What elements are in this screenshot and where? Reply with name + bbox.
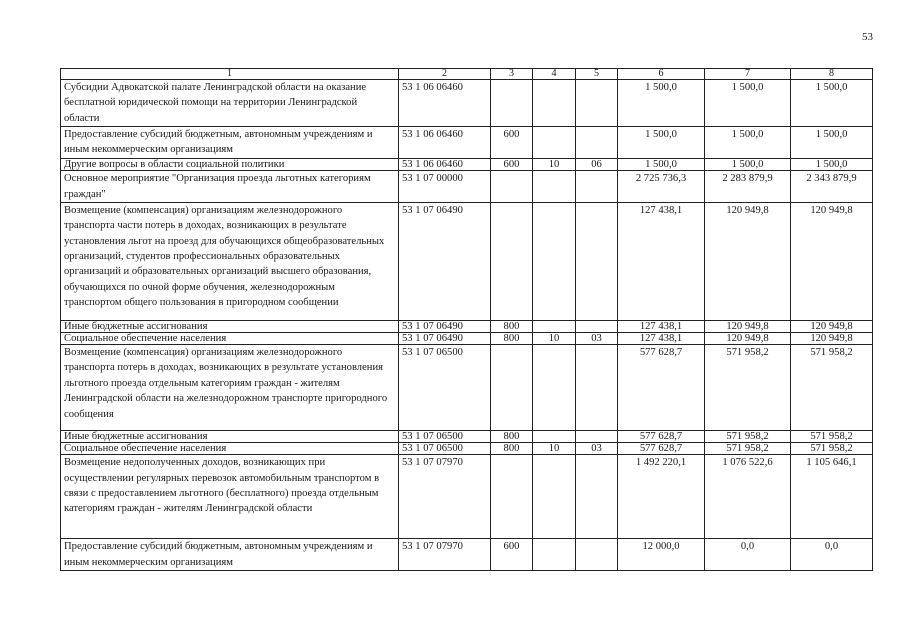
row-code: 53 1 06 06460	[399, 159, 491, 171]
row-value-8: 120 949,8	[791, 202, 873, 320]
table-row	[61, 539, 873, 571]
row-code: 53 1 07 06490	[399, 333, 491, 345]
row-value-6: 127 438,1	[618, 202, 705, 320]
row-value-6: 127 438,1	[618, 333, 705, 345]
row-value-7: 2 283 879,9	[705, 171, 791, 203]
row-value-8: 571 958,2	[791, 345, 873, 431]
table-row	[61, 80, 873, 127]
row-col4	[533, 202, 576, 320]
row-col3: 600	[491, 127, 533, 159]
row-name: Предоставление субсидий бюджетным, автономным учреждениям и иным некоммерческим организациям	[61, 127, 399, 159]
row-value-8: 120 949,8	[791, 320, 873, 332]
table-row	[61, 202, 873, 320]
row-col5	[576, 345, 618, 431]
row-code: 53 1 06 06460	[399, 80, 491, 127]
row-col5: 03	[576, 333, 618, 345]
row-value-7: 1 076 522,6	[705, 455, 791, 539]
row-col3: 800	[491, 431, 533, 443]
row-value-6: 1 500,0	[618, 159, 705, 171]
row-col3	[491, 455, 533, 539]
row-value-6: 12 000,0	[618, 539, 705, 571]
row-value-7: 1 500,0	[705, 127, 791, 159]
budget-table	[60, 68, 873, 571]
table-body	[61, 69, 873, 571]
row-value-8: 2 343 879,9	[791, 171, 873, 203]
row-col5	[576, 539, 618, 571]
row-col4	[533, 320, 576, 332]
row-col4: 10	[533, 443, 576, 455]
row-col3: 800	[491, 333, 533, 345]
row-value-6: 577 628,7	[618, 345, 705, 431]
table-row	[61, 127, 873, 159]
row-value-6: 577 628,7	[618, 443, 705, 455]
row-code: 53 1 07 06490	[399, 320, 491, 332]
row-value-8: 571 958,2	[791, 431, 873, 443]
row-name: Иные бюджетные ассигнования	[61, 320, 399, 332]
row-col3	[491, 345, 533, 431]
row-code: 53 1 07 06500	[399, 431, 491, 443]
row-col5	[576, 80, 618, 127]
row-col4	[533, 80, 576, 127]
row-name: Возмещение (компенсация) организациям железнодорожного транспорта потерь в доходах, возникающих в результате установления льготного проезда отдельным категориям граждан - жителям Ленинградской области на железнодорожном транспорте пригородного сообщения	[61, 345, 399, 431]
row-col5	[576, 171, 618, 203]
row-value-8: 120 949,8	[791, 333, 873, 345]
row-col5: 03	[576, 443, 618, 455]
row-col5	[576, 127, 618, 159]
row-name: Другие вопросы в области социальной политики	[61, 159, 399, 171]
row-name: Предоставление субсидий бюджетным, автономным учреждениям и иным некоммерческим организациям	[61, 539, 399, 571]
header-cell: 6	[618, 69, 705, 80]
table-row	[61, 431, 873, 443]
row-value-6: 1 492 220,1	[618, 455, 705, 539]
row-name: Социальное обеспечение населения	[61, 333, 399, 345]
row-value-8: 1 500,0	[791, 127, 873, 159]
row-name: Иные бюджетные ассигнования	[61, 431, 399, 443]
row-col3	[491, 171, 533, 203]
row-col5	[576, 202, 618, 320]
row-col5: 06	[576, 159, 618, 171]
row-col4	[533, 171, 576, 203]
row-value-6: 2 725 736,3	[618, 171, 705, 203]
table-row	[61, 333, 873, 345]
table-row	[61, 159, 873, 171]
row-value-6: 1 500,0	[618, 80, 705, 127]
row-col4: 10	[533, 333, 576, 345]
row-col3: 800	[491, 443, 533, 455]
row-value-7: 571 958,2	[705, 431, 791, 443]
row-name: Социальное обеспечение населения	[61, 443, 399, 455]
table-row	[61, 345, 873, 431]
row-code: 53 1 07 06500	[399, 443, 491, 455]
row-value-7: 120 949,8	[705, 320, 791, 332]
table-row	[61, 443, 873, 455]
row-col4: 10	[533, 159, 576, 171]
page-number: 53	[862, 31, 873, 43]
row-value-8: 571 958,2	[791, 443, 873, 455]
row-col3: 600	[491, 159, 533, 171]
row-col4	[533, 455, 576, 539]
row-name: Субсидии Адвокатской палате Ленинградской области на оказание бесплатной юридической помощи на территории Ленинградской области	[61, 80, 399, 127]
row-col4	[533, 539, 576, 571]
row-code: 53 1 07 00000	[399, 171, 491, 203]
row-name: Возмещение (компенсация) организациям железнодорожного транспорта части потерь в доходах, возникающих в результате установления льгот на проезд для обучающихся общеобразовательных организаций, студентов профессиональных образовательных организаций и образовательных организаций высшего образования, обучающихся по очной форме обучения, железнодорожным транспортом общего пользования в пригородном сообщении	[61, 202, 399, 320]
row-col4	[533, 431, 576, 443]
header-row	[61, 69, 873, 80]
table-row	[61, 320, 873, 332]
row-code: 53 1 07 06490	[399, 202, 491, 320]
header-cell: 3	[491, 69, 533, 80]
row-value-7: 1 500,0	[705, 159, 791, 171]
row-col5	[576, 455, 618, 539]
row-col3	[491, 80, 533, 127]
row-code: 53 1 07 06500	[399, 345, 491, 431]
header-cell: 1	[61, 69, 399, 80]
row-value-8: 1 500,0	[791, 80, 873, 127]
row-value-6: 1 500,0	[618, 127, 705, 159]
row-col3	[491, 202, 533, 320]
row-code: 53 1 07 07970	[399, 455, 491, 539]
row-col5	[576, 431, 618, 443]
row-value-7: 120 949,8	[705, 202, 791, 320]
row-col3: 600	[491, 539, 533, 571]
row-value-7: 571 958,2	[705, 443, 791, 455]
table-row	[61, 455, 873, 539]
row-value-7: 120 949,8	[705, 333, 791, 345]
header-cell: 7	[705, 69, 791, 80]
row-value-8: 1 105 646,1	[791, 455, 873, 539]
header-cell: 2	[399, 69, 491, 80]
row-col4	[533, 127, 576, 159]
row-col3: 800	[491, 320, 533, 332]
row-col4	[533, 345, 576, 431]
row-value-8: 0,0	[791, 539, 873, 571]
row-col5	[576, 320, 618, 332]
row-value-7: 1 500,0	[705, 80, 791, 127]
row-name: Возмещение недополученных доходов, возникающих при осуществлении регулярных перевозок автомобильным транспортом в связи с предоставлением льготного (бесплатного) проезда отдельным категориям граждан - жителям Ленинградской области	[61, 455, 399, 539]
table-row	[61, 171, 873, 203]
row-value-7: 0,0	[705, 539, 791, 571]
header-cell: 5	[576, 69, 618, 80]
header-cell: 8	[791, 69, 873, 80]
row-name: Основное мероприятие "Организация проезда льготных категориям граждан"	[61, 171, 399, 203]
row-value-7: 571 958,2	[705, 345, 791, 431]
row-value-6: 127 438,1	[618, 320, 705, 332]
row-value-8: 1 500,0	[791, 159, 873, 171]
budget-table-container	[60, 68, 872, 571]
row-code: 53 1 06 06460	[399, 127, 491, 159]
row-code: 53 1 07 07970	[399, 539, 491, 571]
header-cell: 4	[533, 69, 576, 80]
row-value-6: 577 628,7	[618, 431, 705, 443]
